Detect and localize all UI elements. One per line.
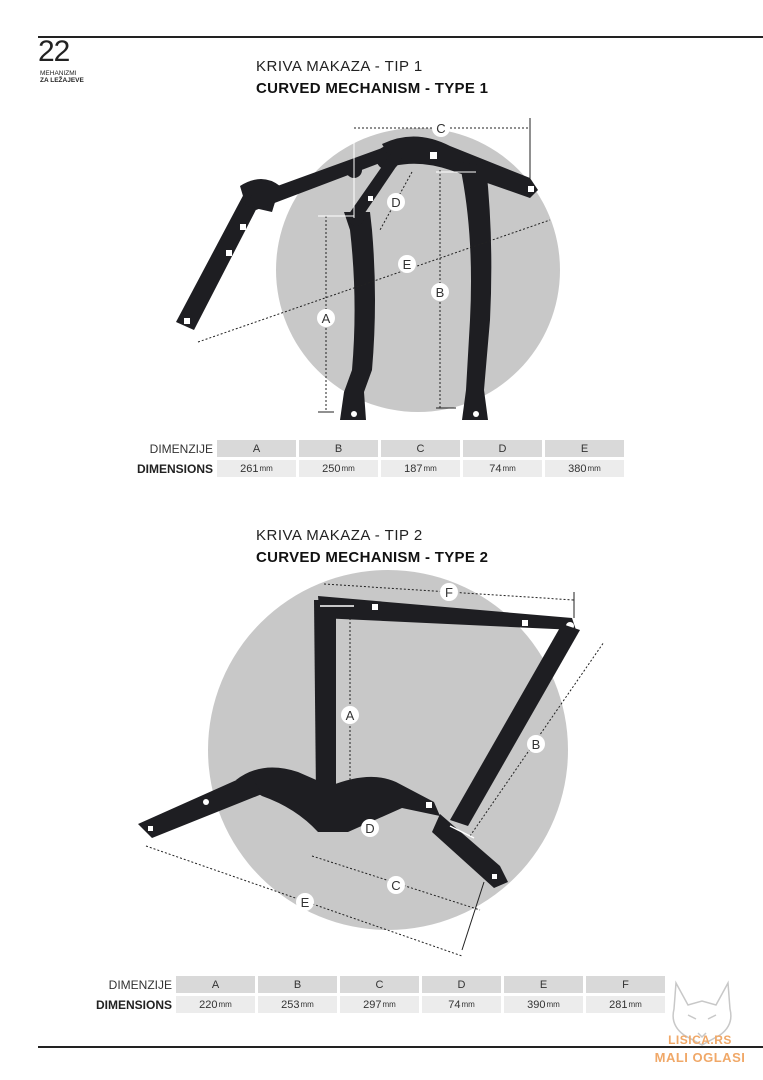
- value-cell: 380 mm: [545, 460, 624, 477]
- header-cell: D: [463, 440, 542, 457]
- header-cell: E: [545, 440, 624, 457]
- background-circle: [276, 128, 560, 412]
- marker-c: C: [391, 878, 401, 893]
- header-cell: A: [176, 976, 255, 993]
- dimensions-table-1-values: [120, 460, 627, 477]
- value-cell: 74 mm: [422, 996, 501, 1013]
- mechanism-1-title: KRIVA MAKAZA - TIP 1: [256, 58, 423, 75]
- header-cell: C: [340, 976, 419, 993]
- row-label-dimensions: DIMENSIONS: [95, 997, 172, 1012]
- mechanism-2-subtitle: CURVED MECHANISM - TYPE 2: [256, 549, 489, 566]
- value-cell: 297 mm: [340, 996, 419, 1013]
- dimensions-table-2-header: [80, 976, 668, 993]
- watermark-line-2: MALI OGLASI: [654, 1050, 746, 1065]
- header-cell: C: [381, 440, 460, 457]
- header-cell: E: [504, 976, 583, 993]
- header-cell: B: [258, 976, 337, 993]
- row-label-dimensions: DIMENSIONS: [136, 461, 213, 476]
- mechanism-1-subtitle: CURVED MECHANISM - TYPE 1: [256, 80, 489, 97]
- value-cell: 281 mm: [586, 996, 665, 1013]
- page-number: 22: [38, 35, 70, 68]
- value-cell: 74 mm: [463, 460, 542, 477]
- dimensions-table-1-header: [120, 440, 627, 457]
- marker-b: B: [435, 285, 445, 300]
- mechanism-2-diagram: [0, 570, 763, 970]
- dimensions-table-2-values: [80, 996, 668, 1013]
- marker-d: D: [365, 821, 375, 836]
- value-cell: 250 mm: [299, 460, 378, 477]
- section-line-2: ZA LEŽAJEVE: [40, 77, 84, 84]
- section-name: [40, 70, 84, 84]
- value-cell: 390 mm: [504, 996, 583, 1013]
- marker-a: A: [345, 708, 355, 723]
- marker-e: E: [402, 257, 412, 272]
- top-rule: [38, 36, 763, 38]
- header-cell: F: [586, 976, 665, 993]
- section-line-1: MEHANIZMI: [40, 70, 77, 77]
- header-cell: D: [422, 976, 501, 993]
- marker-d: D: [391, 195, 401, 210]
- row-label-dimenzije: DIMENZIJE: [108, 977, 172, 992]
- value-cell: 261 mm: [217, 460, 296, 477]
- mechanism-2-title: KRIVA MAKAZA - TIP 2: [256, 527, 423, 544]
- header-cell: A: [217, 440, 296, 457]
- marker-a: A: [321, 311, 331, 326]
- marker-c: C: [436, 121, 446, 136]
- row-label-dimenzije: DIMENZIJE: [149, 441, 213, 456]
- mechanism-1-diagram: [0, 100, 763, 430]
- marker-b: B: [531, 737, 541, 752]
- marker-f: F: [445, 585, 453, 600]
- header-cell: B: [299, 440, 378, 457]
- marker-e: E: [300, 895, 310, 910]
- value-cell: 253 mm: [258, 996, 337, 1013]
- watermark-line-1: LISICA.RS: [668, 1033, 732, 1047]
- value-cell: 187 mm: [381, 460, 460, 477]
- value-cell: 220 mm: [176, 996, 255, 1013]
